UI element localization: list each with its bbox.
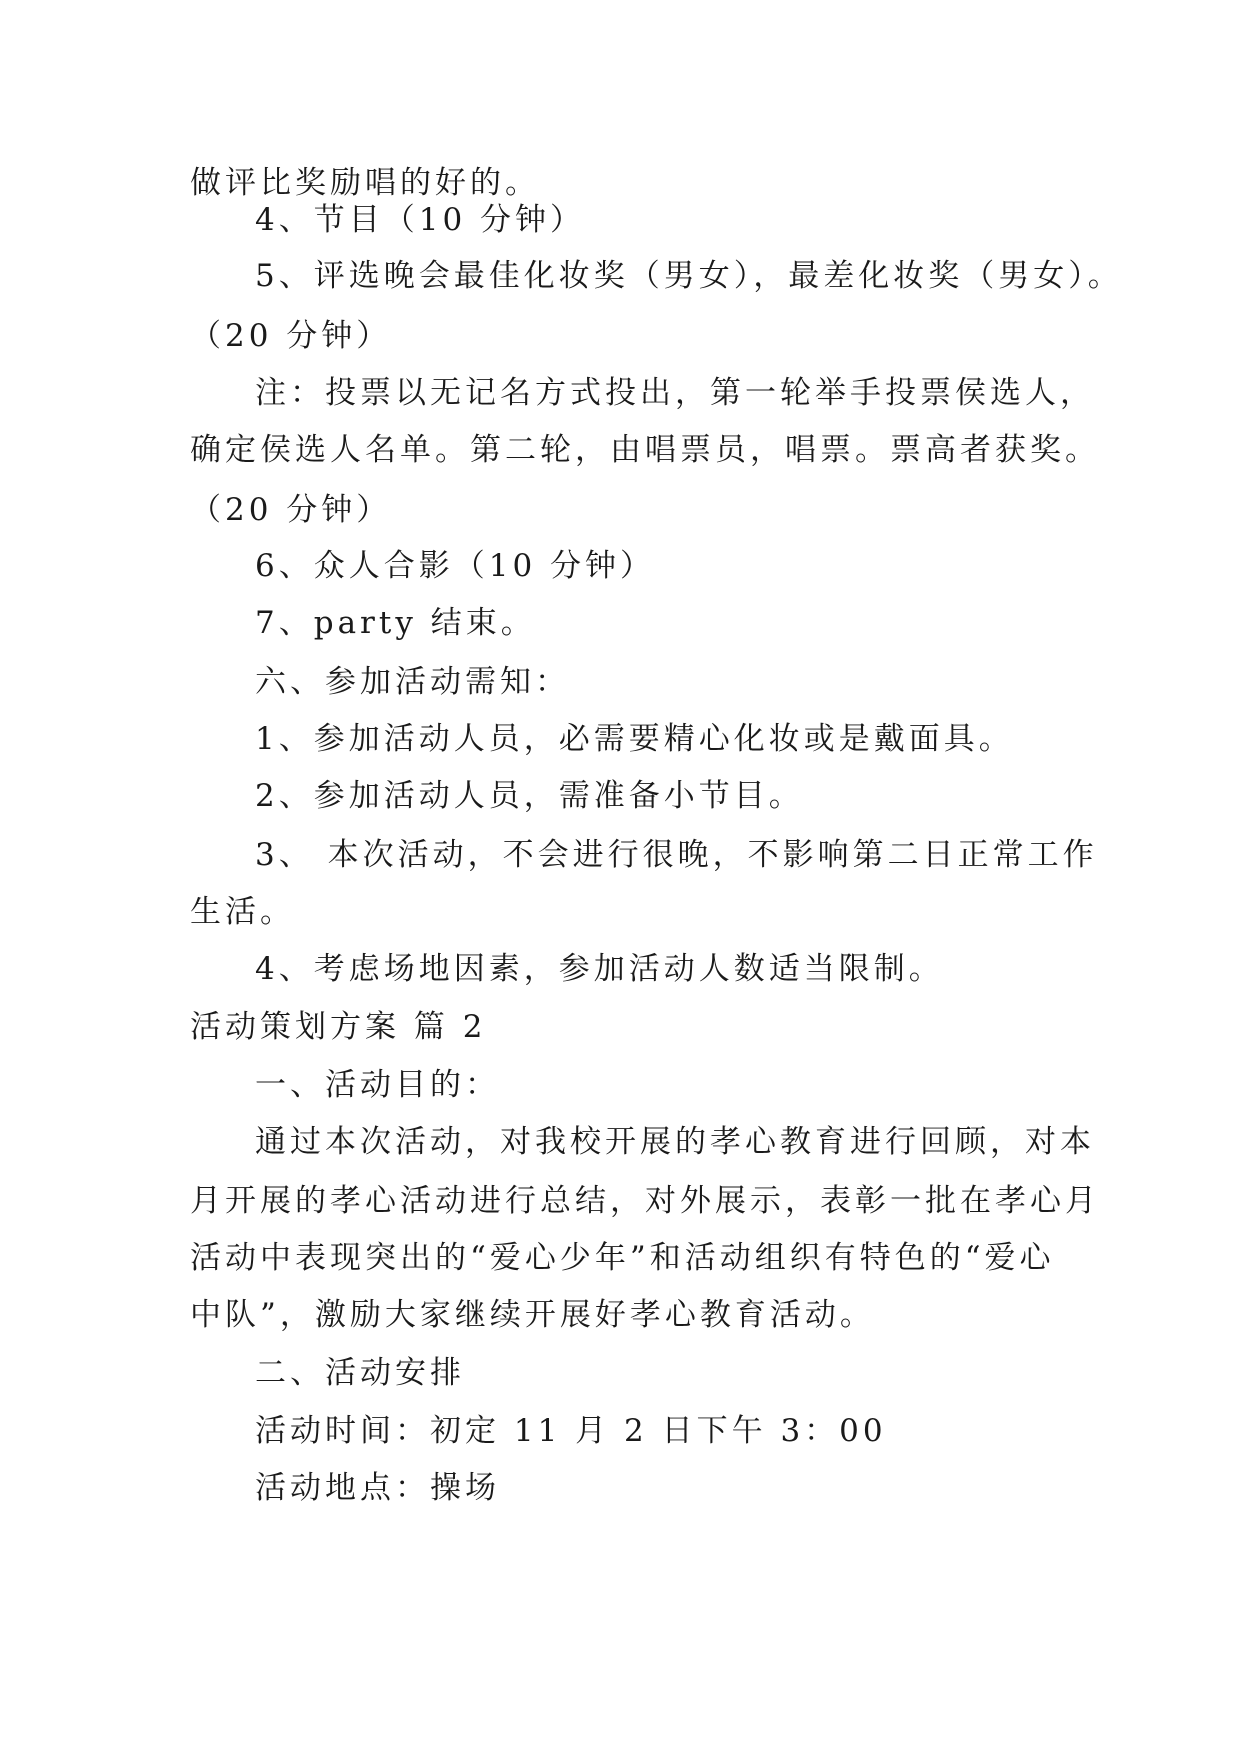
paragraph-line: 3、 本次活动，不会进行很晚，不影响第二日正常工作 [255,837,1098,873]
paragraph-line: 中队”，激励大家继续开展好孝心教育活动。 [190,1297,875,1333]
section-heading: 一、活动目的： [255,1067,500,1103]
paragraph-line: 注：投票以无记名方式投出，第一轮举手投票侯选人， [255,375,1095,411]
paragraph-line: 月开展的孝心活动进行总结，对外展示，表彰一批在孝心月 [190,1183,1100,1219]
section-heading: 二、活动安排 [255,1355,465,1391]
paragraph-line: 6、众人合影（10 分钟） [255,548,656,584]
paragraph-line: 1、参加活动人员，必需要精心化妆或是戴面具。 [255,721,1014,757]
document-title: 活动策划方案 篇 2 [190,1009,487,1045]
paragraph-line: 7、party 结束。 [255,605,536,641]
paragraph-line: 2、参加活动人员，需准备小节目。 [255,778,804,814]
paragraph-line: （20 分钟） [190,318,392,354]
paragraph-line: 确定侯选人名单。第二轮，由唱票员，唱票。票高者获奖。 [190,432,1100,468]
paragraph-line: 做评比奖励唱的好的。 [190,165,540,201]
paragraph-line: 活动时间：初定 11 月 2 日下午 3：00 [255,1413,887,1449]
paragraph-line: 活动地点：操场 [255,1470,500,1506]
paragraph-line: 4、考虑场地因素，参加活动人数适当限制。 [255,951,944,987]
paragraph-line: 5、评选晚会最佳化妆奖（男女），最差化妆奖（男女）。 [255,258,1123,294]
paragraph-line: 生活。 [190,894,295,930]
paragraph-line: 4、节目（10 分钟） [255,202,586,238]
paragraph-line: 活动中表现突出的“爱心少年”和活动组织有特色的“爱心 [190,1240,1055,1276]
section-heading: 六、参加活动需知： [255,664,570,700]
paragraph-line: 通过本次活动，对我校开展的孝心教育进行回顾，对本 [255,1124,1095,1160]
paragraph-line: （20 分钟） [190,492,392,528]
